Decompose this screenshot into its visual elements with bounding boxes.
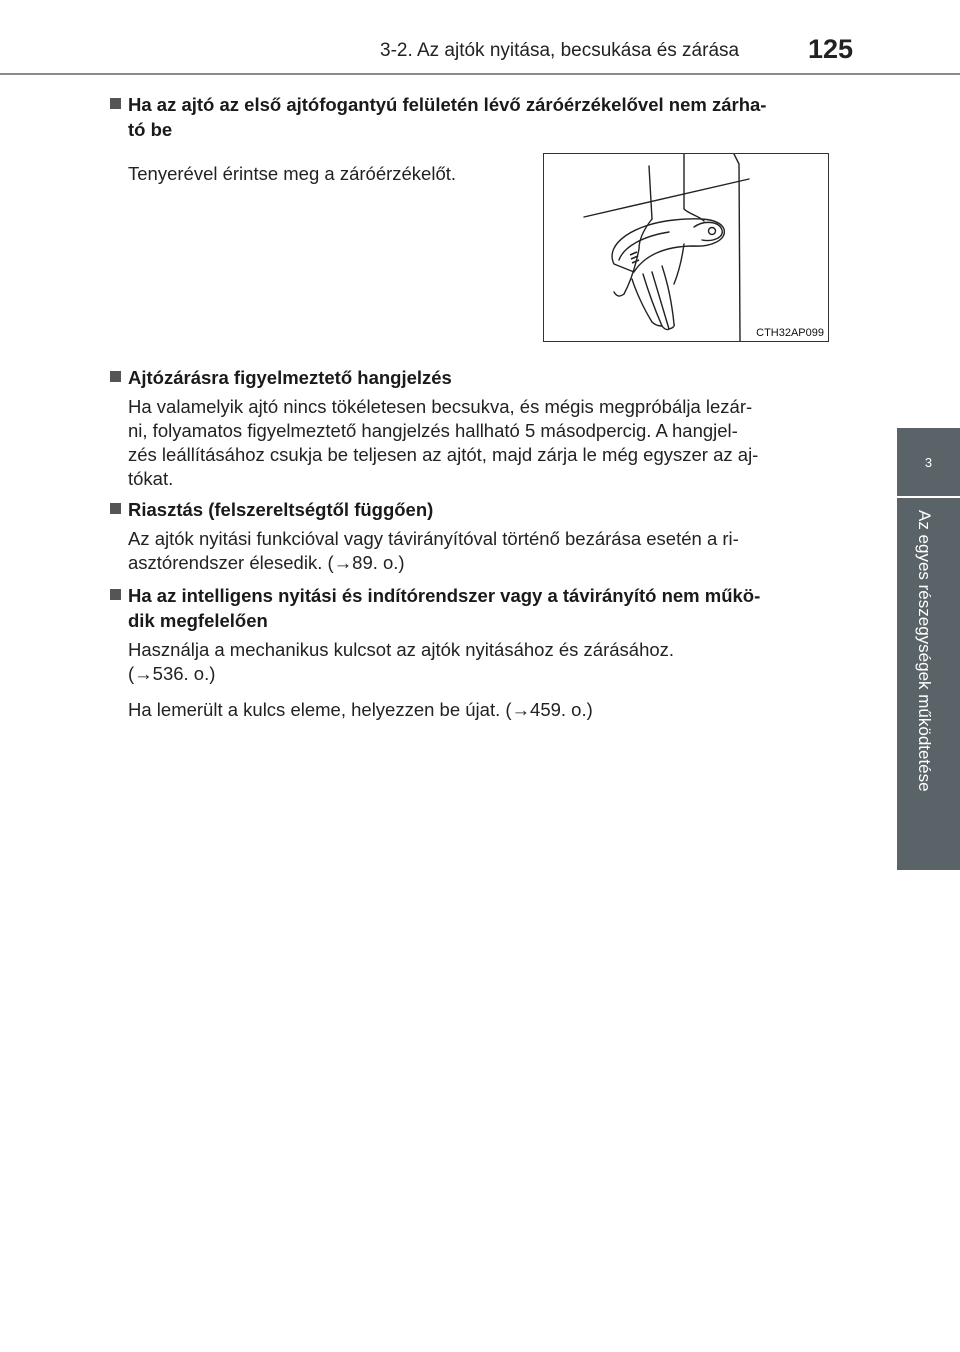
hand-touching-door-handle-illustration [544,154,828,341]
heading-line: dik megfelelően [128,610,268,631]
heading-line: Ajtózárásra figyelmeztető hangjelzés [128,367,452,388]
body-line: (→536. o.) [128,663,216,684]
section-heading [110,583,855,633]
square-bullet-icon [110,503,121,514]
square-bullet-icon [110,98,121,109]
section-heading [110,497,855,522]
heading-line: Ha az ajtó az első ajtófogantyú felületén lévő záróérzékelővel nem zárha- [128,94,767,115]
chapter-tab-label: Az egyes részegységek működtetése [915,510,934,792]
section-body [110,638,855,686]
chapter-tab-number: 3 [897,428,960,496]
heading-line: Ha az intelligens nyitási és indítórendszer vagy a távirányító nem műkö- [128,585,761,606]
square-bullet-icon [110,589,121,600]
section-heading [110,92,855,142]
section-body: Ha lemerült a kulcs eleme, helyezzen be újat. (→459. o.) [128,699,593,720]
page-number: 125 [808,34,854,64]
section-heading [110,365,855,390]
section-body: Tenyerével érintse meg a záróérzékelőt. [128,163,457,184]
body-line: ni, folyamatos figyelmeztető hangjelzés hallható 5 másodpercig. A hangjel- [128,420,738,441]
section-body [110,395,855,491]
heading-line: Riasztás (felszereltségtől függően) [128,499,434,520]
body-line: Használja a mechanikus kulcsot az ajtók nyitásához és zárásához. [128,639,675,660]
door-handle-figure [543,153,829,342]
body-line: Az ajtók nyitási funkcióval vagy távirányítóval történő bezárása esetén a ri- [128,528,739,549]
chapter-title: 3-2. Az ajtók nyitása, becsukása és zárása [380,40,740,61]
section-alarm [110,497,855,575]
body-line: Ha valamelyik ajtó nincs tökéletesen becsukva, és mégis megpróbálja lezár- [128,396,753,417]
heading-line: tó be [128,119,173,140]
figure-code: CTH32AP099 [756,327,824,339]
square-bullet-icon [110,371,121,382]
body-line: zés leállításához csukja be teljesen az ajtót, majd zárja le még egyszer az aj- [128,444,759,465]
body-line: asztórendszer élesedik. (→89. o.) [128,552,405,573]
header-divider [0,73,960,75]
body-line: tókat. [128,468,174,489]
section-body [110,527,855,575]
section-smart-key-failure [110,583,855,722]
section-door-warning [110,365,855,491]
